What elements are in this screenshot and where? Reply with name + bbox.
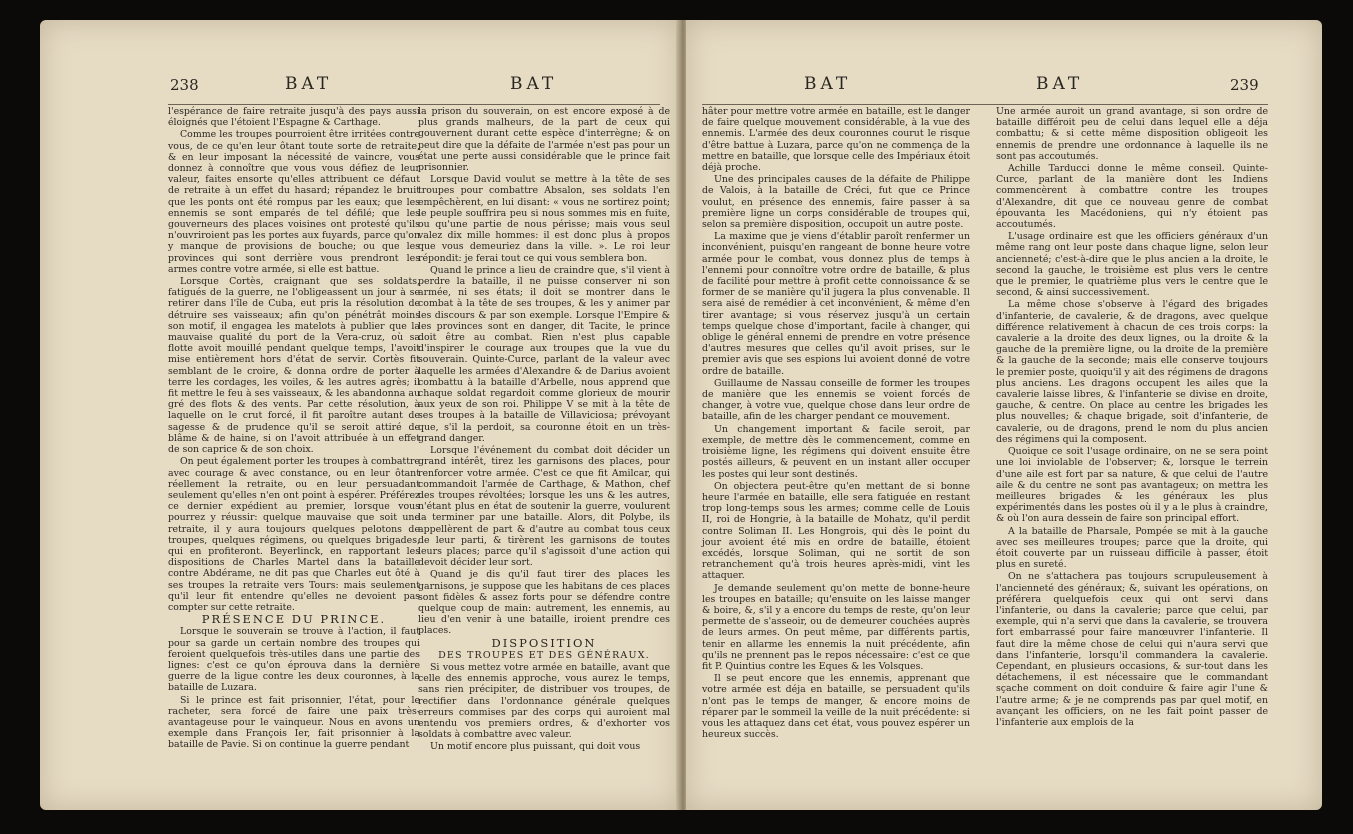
paragraph: Quoique ce soit l'usage ordinaire, on ne se sera point une loi inviolable de l'observer; &, lorsque le terrein d'une aile est fort par sa nature, & que celui de l'autre aile & du centre ne sont pas avantageux; on mettra les meilleures brigades & les généraux les plus expérimentés dans les postes où il y a le plus à craindre, & où l'on aura dessein de faire son principal effort. bbox=[996, 446, 1268, 525]
paragraph: hâter pour mettre votre armée en bataille, est le danger de faire quelque mouvement considérable, à la vue des ennemis. L'armée des deux couronnes courut le risque d'être battue à Luzara, parce qu'on ne commença de la mettre en bataille, que lorsque celle des Impériaux étoit déjà proche. bbox=[702, 106, 970, 174]
left-column-1 bbox=[168, 106, 420, 752]
paragraph: Lorsque Cortès, craignant que ses soldats, fatigués de la guerre, ne l'obligeassent un jour à se retirer dans l'île de Cuba, eut pris la résolution de détruire ses vaisseaux; afin qu'on pénétrât moins son motif, il engagea les matelots à publier que la mauvaise qualité du port de la Vera-cruz, où sa flotte avoit mouillé pendant quelque temps, l'avoit mise entièrement hors d'état de servir. Cortès fit semblant de le croire, & donna ordre de porter à terre les cordages, les voiles, & les autres agrès; il fit mettre le feu à ses vaisseaux, & les abandonna au gré des flots & des vents. Par cette résolution, à laquelle on le crut forcé, il fit paroître autant de sagesse & de prudence qu'il se seroit attiré de blâme & de haine, si on l'avoit attribuée à un effet de son caprice & de son choix. bbox=[168, 276, 420, 456]
paragraph: Un changement important & facile seroit, par exemple, de mettre dès le commencement, comme en troisième ligne, les régimens qui doivent ensuite être postés ailleurs, & peuvent en un instant aller occuper les postes qui leur sont destinés. bbox=[702, 423, 970, 480]
paragraph: la prison du souverain, on est encore exposé à de plus grands malheurs, de la part de ceux qui gouvernent durant cette espèce d'interrègne; & on peut dire que la défaite de l'armée n'est pas pour un état une perte aussi considérable que le prince fait prisonnier. bbox=[418, 106, 670, 174]
paragraph: A la bataille de Pharsale, Pompée se mit à la gauche avec ses meilleures troupes; parce que la droite, qui étoit couverte par un ruisseau difficile à passer, étoit plus en sureté. bbox=[996, 525, 1268, 571]
paragraph: Comme les troupes pourroient être irritées contre vous, de ce qu'en leur ôtant toute sorte de retraite, & en leur imposant la nécessité de vaincre, vous donnez à connoître que vous vous défiez de leur valeur, faites ensorte qu'elles attribuent ce défaut de retraite à un effet du hasard; répandez le bruit que les ponts ont été rompus par les eaux; que les ennemis se sont emparés de tel défilé; que les gouverneurs des places voisines ont protesté qu'ils n'ouvriroient pas les portes aux fuyards, parce qu'on y manque de provisions de bouche; ou que les provinces qui sont derrière vous prendront les armes contre votre armée, si elle est battue. bbox=[168, 129, 420, 275]
paragraph: Je demande seulement qu'on mette de bonne-heure les troupes en bataille; qu'ensuite on les laisse manger & boire, &, s'il y a encore du temps de reste, qu'on leur permette de s'asseoir, ou de demeurer couchées auprès de leurs armes. On peut même, par différents partis, tenir en allarme les ennemis la nuit précédente, afin qu'ils ne prennent pas le repos nécessaire: c'est ce que fit P. Quintius contre les Eques & les Volsques. bbox=[702, 582, 970, 672]
paragraph: La maxime que je viens d'établir paroît renfermer un inconvénient, puisqu'en rangeant de bonne heure votre armée pour le combat, vous donnez plus de temps à l'ennemi pour connoître votre ordre de bataille, & plus de facilité pour mettre à profit cette connoissance & se former de se manière qu'il jugera la plus convenable. Il sera aisé de remédier à cet inconvénient, & même d'en tirer avantage; si vous réservez jusqu'à un certain temps quelque chose d'important, facile à changer, qui oblige le général ennemi de prendre en votre présence d'autres mesures que celles qu'il avoit prises, sur le premier avis que ses espions lui avoient donné de votre ordre de bataille. bbox=[702, 231, 970, 377]
paragraph: Une des principales causes de la défaite de Philippe de Valois, à la bataille de Créci, fut que ce Prince voulut, en présence des ennemis, faire passer à sa première ligne un corps considérable de troupes qui, selon sa première disposition, occupoit un autre poste. bbox=[702, 174, 970, 231]
paragraph: Si vous mettez votre armée en bataille, avant que celle des ennemis approche, vous aurez le temps, sans rien précipiter, de distribuer vos troupes, de rectifier dans l'ordonnance générale quelques erreurs commises par des corps qui auroient mal entendu vos premiers ordres, & d'exhorter vos soldats à combattre avec valeur. bbox=[418, 661, 670, 741]
paragraph: Quand je dis qu'il faut tirer des places les garnisons, je suppose que les habitans de ces places sont fidèles & assez forts pour se défendre contre quelque coup de main: autrement, les ennemis, au lieu d'en venir à une bataille, iroient prendre ces places. bbox=[418, 569, 670, 637]
paragraph: Lorsque le souverain se trouve à l'action, il faut pour sa garde un certain nombre des troupes qui feroient quelquefois très-utiles dans une partie des lignes: c'est ce qu'on éprouva dans la dernière guerre de la ligue contre les deux couronnes, à la bataille de Luzara. bbox=[168, 626, 420, 694]
paragraph: Guillaume de Nassau conseille de former les troupes de manière que les ennemis se voient forcés de changer, à votre vue, quelque chose dans leur ordre de bataille, afin de les charger pendant ce mouvement. bbox=[702, 377, 970, 423]
paragraph: Un motif encore plus puissant, qui doit vous bbox=[430, 741, 641, 753]
paragraph: Lorsque l'événement du combat doit décider un grand intérêt, tirez les garnisons des places, pour renforcer votre armée. C'est ce que fit Amilcar, qui commandoit l'armée de Carthage, & Mathon, chef des troupes révoltées; lorsque les uns & les autres, n'étant plus en état de soutenir la guerre, voulurent la terminer par une bataille. Alors, dit Polybe, ils appellèrent de part & d'autre au combat tous ceux de leur parti, & tirèrent les garnisons de toutes leurs places; parce qu'il s'agissoit d'une action qui devoit décider leur sort. bbox=[418, 445, 670, 569]
right-page bbox=[686, 20, 1322, 810]
running-header-right: BAT bbox=[1036, 74, 1084, 94]
section-title: DISPOSITION bbox=[491, 635, 597, 650]
paragraph: Lorsque David voulut se mettre à la tête de ses troupes pour combattre Absalon, ses soldats l'en empêchèrent, en lui disant: « vous ne sortirez point; le peuple souffrira peu si nous sommes mis en fuite, ou qu'une partie de nous périsse; mais vous seul valez dix mille hommes: il est donc plus à propos que vous demeuriez dans la ville. ». Le roi leur répondit: je ferai tout ce qui vous semblera bon. bbox=[418, 174, 670, 264]
paragraph: On peut également porter les troupes à combattre avec courage & avec constance, ou en leur ôtant réellement la retraite, ou en leur persuadant seulement qu'elles n'en ont point à espérer. Préférez ce dernier expédient au premier, lorsque vous pourrez y réussir: quelque mauvaise que soit une retraite, il y aura toujours quelques pelotons de troupes, quelques régimens, ou quelques brigades, qui en profiteront. Beyerlinck, en rapportant les dispositions de Charles Martel dans la bataille contre Abdérame, ne dit pas que Charles eut ôté à ses troupes la retraite vers Tours: mais seulement qu'il leur fit entendre qu'elles ne devoient pas compter sur cette retraite. bbox=[168, 456, 420, 613]
right-column-2 bbox=[996, 106, 1268, 729]
paragraph: l'espérance de faire retraite jusqu'à des pays aussi éloignés que l'étoient l'Espagne & Carthage. bbox=[168, 106, 420, 129]
header-rule bbox=[702, 104, 1268, 105]
paragraph: Achille Tarducci donne le même conseil. Quinte-Curce, parlant de la manière dont les Indiens commencèrent à combattre contre les troupes d'Alexandre, dit que ce nouveau genre de combat épouvanta les Macédoniens, qui n'y étoient pas accoutumés. bbox=[996, 163, 1268, 231]
right-column-1 bbox=[702, 106, 970, 741]
running-header-right: BAT bbox=[510, 74, 558, 94]
header-rule bbox=[168, 104, 660, 105]
paragraph: La même chose s'observe à l'égard des brigades d'infanterie, de cavalerie, & de dragons, avec quelque différence relativement à chacun de ces trois corps: la cavalerie a la droite des deux lignes, ou la droite & la gauche de la première ligne, ou la droite de la première & la gauche de la seconde; mais elle conserve toujours le premier poste, quoiqu'il y ait des régimens de dragons plus anciens. Les dragons occupent les ailes que la cavalerie laisse libres, & l'infanterie se divise en droite, gauche, & centre. On place au centre les brigades les plus nouvelles; & chaque brigade, soit d'infanterie, de cavalerie, ou de dragons, prend le nom du plus ancien des régimens qui la composent. bbox=[996, 299, 1268, 445]
running-header: BAT bbox=[804, 74, 852, 94]
left-column-2 bbox=[418, 106, 670, 754]
left-page bbox=[40, 20, 680, 810]
section-subtitle: DES TROUPES ET DES GÉNÉRAUX. bbox=[438, 649, 650, 661]
paragraph: Une armée auroit un grand avantage, si son ordre de bataille différoit peu de celui dans lequel elle a déja combattu; & si cette même disposition obligeoit les ennemis de prendre une ordonnance à laquelle ils ne sont pas accoutumés. bbox=[996, 106, 1268, 162]
paragraph: On ne s'attachera pas toujours scrupuleusement à l'ancienneté des généraux; &, suivant les opérations, on préférera quelquefois ceux qui ont servi dans l'infanterie, ou dans la cavalerie; parce que celui, par exemple, qui n'a servi que dans la cavalerie, se trouvera fort embarrassé pour faire manœuvrer l'infanterie. Il faut dire la même chose de celui qui n'aura servi que dans l'infanterie, lorsqu'il commandera la cavalerie. Cependant, en plusieurs occasions, & sur-tout dans les détachemens, il est nécessaire que le commandant sçache comment on doit conduire & faire agir l'une & l'autre arme; & je ne comprends pas par quel motif, en avançant les officiers, on ne les fait point passer de l'infanterie aux emplois de la bbox=[996, 571, 1268, 728]
section-title: PRÉSENCE DU PRINCE. bbox=[201, 612, 387, 627]
running-header: BAT bbox=[285, 74, 333, 94]
paragraph: Quand le prince a lieu de craindre que, s'il vient à perdre la bataille, il ne puisse conserver ni son armée, ni ses états; il doit se montrer dans le combat à la tête de ses troupes, & les y animer par les discours & par son exemple. Lorsque l'Empire & les provinces sont en danger, dit Tacite, le prince doit être au combat. Rien n'est plus capable d'inspirer le courage aux troupes que la vue du souverain. Quinte-Curce, parlant de la valeur avec laquelle les armées d'Alexandre & de Darius avoient combattu à la bataille d'Arbelle, nous apprend que chaque soldat regardoit comme glorieux de mourir aux yeux de son roi. Philippe V se mit à la tête de ses troupes à la bataille de Villaviciosa; prévoyant que, s'il la perdoit, sa couronne étoit en un très-grand danger. bbox=[418, 264, 670, 444]
page-number: 238 bbox=[170, 76, 199, 94]
paragraph: On objectera peut-être qu'en mettant de si bonne heure l'armée en bataille, elle sera fatiguée en restant trop long-temps sous les armes; comme celle de Louis II, roi de Hongrie, à la bataille de Mohatz, qu'il perdit contre Soliman II. Les Hongrois, qui dès le point du jour avoient été mis en ordre de bataille, étoient excédés, lorsque Soliman, qui ne sortit de son retranchement qu'à trois heures après-midi, vint les attaquer. bbox=[702, 480, 970, 582]
paragraph: Si le prince est fait prisonnier, l'état, pour le racheter, sera forcé de faire une paix très-avantageuse pour le vainqueur. Nous en avons un exemple dans François Ier, fait prisonnier à la bataille de Pavie. Si on continue la guerre pendant bbox=[168, 694, 420, 751]
page-number: 239 bbox=[1230, 76, 1259, 94]
paragraph: Il se peut encore que les ennemis, apprenant que votre armée est déja en bataille, se persuadent qu'ils n'ont pas le temps de manger, & encore moins de réparer par le sommeil la veille de la nuit précédente: si vous les attaquez dans cet état, vous pouvez espérer un heureux succès. bbox=[702, 673, 970, 741]
paragraph: L'usage ordinaire est que les officiers généraux d'un même rang ont leur poste dans chaque ligne, selon leur ancienneté; c'est-à-dire que le plus ancien a la droite, le second la gauche, le troisième est plus vers le centre que le premier, le quatrième plus vers le centre que le second, & ainsi successivement. bbox=[996, 231, 1268, 299]
